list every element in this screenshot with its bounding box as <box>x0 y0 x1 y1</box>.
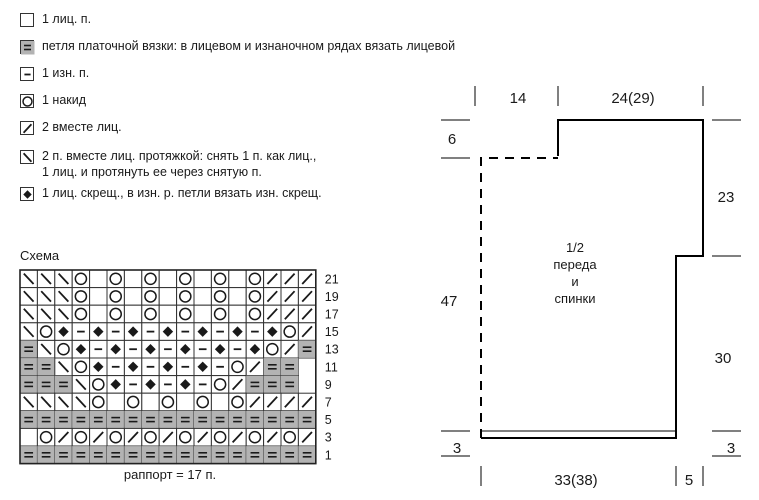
chart-cell <box>90 376 107 394</box>
chart-cell <box>264 323 281 341</box>
garter-stitch <box>229 446 246 463</box>
chart-cell <box>72 288 89 306</box>
chart-cell <box>211 446 228 464</box>
chart-cell <box>107 446 124 464</box>
chart-cell <box>20 288 37 306</box>
dim-top-left: 14 <box>509 90 527 107</box>
garter-stitch <box>264 446 281 463</box>
chart-cell <box>281 305 298 323</box>
chart-cell <box>177 270 194 288</box>
chart-cell <box>177 376 194 394</box>
chart-cell <box>124 428 141 446</box>
chart-cell <box>159 446 176 464</box>
chart-cell <box>20 323 37 341</box>
dim-hem-right: 3 <box>726 440 736 457</box>
legend-text: 1 лиц. скрещ., в изн. р. петли вязать изн. скрещ. <box>42 186 322 200</box>
chart-cell <box>20 305 37 323</box>
chart-cell <box>90 305 107 323</box>
chart-cell <box>246 288 263 306</box>
chart-cell <box>194 376 211 394</box>
chart-cell <box>264 376 281 394</box>
chart-cell <box>37 270 54 288</box>
center-label-line-4: спинки <box>554 291 596 306</box>
chart-cell <box>37 376 54 394</box>
garment-schematic <box>441 86 741 489</box>
garter-stitch <box>72 411 89 428</box>
chart-row <box>20 428 316 446</box>
garter-stitch <box>20 358 37 375</box>
knitting-chart <box>20 270 316 464</box>
chart-cell <box>20 393 37 411</box>
chart-cell <box>246 305 263 323</box>
chart-cell <box>124 358 141 376</box>
schematic-outline <box>481 120 703 438</box>
garter-stitch <box>72 446 89 463</box>
chart-cell <box>55 323 72 341</box>
chart-cell <box>159 323 176 341</box>
chart-cell <box>124 270 141 288</box>
chart-cell <box>20 411 37 429</box>
legend-text: петля платочной вязки: в лицевом и изнаночном рядах вязать лицевой <box>42 39 456 53</box>
chart-cell <box>55 446 72 464</box>
chart-cell <box>142 288 159 306</box>
chart-cell <box>90 411 107 429</box>
chart-cell <box>37 288 54 306</box>
chart-cell <box>264 270 281 288</box>
garter-stitch <box>37 376 54 393</box>
chart-cell <box>37 428 54 446</box>
legend-text-continued: 1 лиц. и протянуть ее через снятую п. <box>42 165 262 179</box>
row-number: 9 <box>324 377 332 392</box>
chart-cell <box>298 340 315 358</box>
legend-text: 1 изн. п. <box>42 66 90 80</box>
chart-cell <box>55 358 72 376</box>
dim-side-lower: 30 <box>714 350 732 367</box>
chart-cell <box>194 270 211 288</box>
chart-cell <box>298 411 315 429</box>
garter-stitch <box>37 446 54 463</box>
garter-stitch <box>281 411 298 428</box>
chart-cell <box>142 323 159 341</box>
garter-stitch <box>298 446 315 463</box>
chart-cell <box>264 446 281 464</box>
chart-cell <box>107 288 124 306</box>
garter-stitch <box>124 411 141 428</box>
garter-stitch <box>37 358 54 375</box>
legend-text: 2 вместе лиц. <box>42 120 122 134</box>
chart-cell <box>142 446 159 464</box>
chart-cell <box>229 376 246 394</box>
chart-cell <box>20 270 37 288</box>
chart-cell <box>142 393 159 411</box>
chart-cell <box>229 340 246 358</box>
chart-row <box>20 358 298 376</box>
garter-stitch <box>211 446 228 463</box>
chart-cell <box>107 358 124 376</box>
chart-cell <box>229 428 246 446</box>
chart-cell <box>177 393 194 411</box>
garter-stitch <box>55 376 72 393</box>
chart-cell <box>142 305 159 323</box>
garter-stitch <box>20 446 37 463</box>
chart-cell <box>55 305 72 323</box>
chart-cell <box>55 411 72 429</box>
chart-cell <box>281 411 298 429</box>
chart-cell <box>72 358 89 376</box>
chart-row <box>20 323 316 341</box>
chart-cell <box>20 446 37 464</box>
chart-cell <box>107 270 124 288</box>
chart-cell <box>211 376 228 394</box>
chart-cell <box>159 376 176 394</box>
row-numbers <box>325 272 339 462</box>
chart-cell <box>72 305 89 323</box>
center-label-line-3: и <box>571 274 579 289</box>
chart-cell <box>37 446 54 464</box>
chart-cell <box>37 340 54 358</box>
chart-cell <box>246 323 263 341</box>
chart-cell <box>177 358 194 376</box>
garter-stitch <box>194 411 211 428</box>
chart-cell <box>211 358 228 376</box>
garter-stitch <box>264 411 281 428</box>
chart-cell <box>159 270 176 288</box>
chart-cell <box>142 376 159 394</box>
chart-cell <box>72 428 89 446</box>
chart-row <box>20 446 316 464</box>
chart-cell <box>107 428 124 446</box>
row-number: 5 <box>324 413 332 428</box>
chart-row <box>20 288 316 306</box>
chart-cell <box>281 340 298 358</box>
chart-cell <box>264 393 281 411</box>
chart-cell <box>194 428 211 446</box>
chart-cell <box>281 270 298 288</box>
chart-cell <box>124 340 141 358</box>
garter-stitch <box>159 446 176 463</box>
chart-cell <box>177 340 194 358</box>
chart-cell <box>264 340 281 358</box>
chart-cell <box>37 323 54 341</box>
garter-stitch <box>142 446 159 463</box>
garter-stitch <box>159 411 176 428</box>
schematic-dashed-neck <box>481 158 558 438</box>
chart-cell <box>107 411 124 429</box>
chart-cell <box>229 446 246 464</box>
chart-cell <box>20 358 37 376</box>
chart-cell <box>264 358 281 376</box>
chart-cell <box>55 428 72 446</box>
chart-cell <box>264 411 281 429</box>
chart-cell <box>229 358 246 376</box>
chart-cell <box>20 340 37 358</box>
chart-cell <box>159 411 176 429</box>
chart-cell <box>281 323 298 341</box>
chart-cell <box>20 428 37 446</box>
chart-cell <box>281 393 298 411</box>
garter-stitch <box>55 446 72 463</box>
chart-cell <box>229 411 246 429</box>
chart-cell <box>194 358 211 376</box>
chart-cell <box>90 393 107 411</box>
chart-cell <box>55 288 72 306</box>
chart-cell <box>55 340 72 358</box>
garter-stitch <box>264 376 281 393</box>
dim-height-total: 47 <box>440 293 458 310</box>
chart-cell <box>211 340 228 358</box>
chart-cell <box>124 393 141 411</box>
chart-cell <box>211 323 228 341</box>
chart-cell <box>124 288 141 306</box>
chart-cell <box>281 428 298 446</box>
chart-cell <box>298 305 315 323</box>
garter-stitch <box>298 341 315 358</box>
chart-cell <box>159 428 176 446</box>
chart-cell <box>90 446 107 464</box>
chart-cell <box>211 305 228 323</box>
row-number: 3 <box>324 430 332 445</box>
dim-shoulder-drop: 6 <box>447 131 457 148</box>
chart-cell <box>298 323 315 341</box>
chart-cell <box>37 393 54 411</box>
garter-stitch <box>281 376 298 393</box>
garter-stitch <box>177 446 194 463</box>
legend-text: 1 накид <box>42 93 87 107</box>
chart-cell <box>298 428 315 446</box>
chart-cell <box>124 376 141 394</box>
chart-cell <box>90 428 107 446</box>
chart-cell <box>194 446 211 464</box>
chart-cell <box>177 305 194 323</box>
garter-stitch <box>194 446 211 463</box>
row-number: 19 <box>324 289 339 304</box>
chart-cell <box>211 270 228 288</box>
chart-cell <box>264 288 281 306</box>
garter-stitch <box>246 376 263 393</box>
chart-cell <box>298 288 315 306</box>
garter-stitch <box>229 411 246 428</box>
chart-row <box>20 305 316 323</box>
chart-cell <box>229 288 246 306</box>
chart-cell <box>55 376 72 394</box>
chart-row <box>20 411 316 429</box>
garter-stitch <box>281 358 298 375</box>
garter-stitch <box>90 411 107 428</box>
repeat-label: раппорт = 17 п. <box>123 467 217 482</box>
dim-bottom-side: 5 <box>684 472 694 489</box>
row-number: 7 <box>324 395 332 410</box>
chart-cell <box>211 393 228 411</box>
dim-top-right: 24(29) <box>611 90 655 107</box>
chart-title: Схема <box>20 248 60 263</box>
garter-stitch <box>37 411 54 428</box>
chart-cell <box>90 323 107 341</box>
chart-row <box>20 270 316 288</box>
chart-cell <box>90 340 107 358</box>
garter-stitch <box>90 446 107 463</box>
garter-stitch <box>264 358 281 375</box>
chart-cell <box>177 411 194 429</box>
chart-cell <box>281 358 298 376</box>
garter-stitch <box>177 411 194 428</box>
chart-cell <box>246 446 263 464</box>
chart-cell <box>37 305 54 323</box>
chart-cell <box>229 323 246 341</box>
garter-stitch <box>211 411 228 428</box>
chart-cell <box>90 288 107 306</box>
chart-cell <box>281 446 298 464</box>
chart-cell <box>281 376 298 394</box>
chart-cell <box>159 393 176 411</box>
chart-cell <box>124 323 141 341</box>
chart-cell <box>246 270 263 288</box>
garter-stitch <box>124 446 141 463</box>
chart-cell <box>298 446 315 464</box>
chart-cell <box>159 358 176 376</box>
row-number: 21 <box>324 272 339 287</box>
garter-stitch <box>246 446 263 463</box>
chart-cell <box>55 393 72 411</box>
chart-cell <box>194 411 211 429</box>
dim-side-upper: 23 <box>717 189 735 206</box>
legend-text: 1 лиц. п. <box>42 12 92 26</box>
dim-hem-left: 3 <box>452 440 462 457</box>
garter-stitch <box>246 411 263 428</box>
chart-cell <box>107 305 124 323</box>
garter-stitch <box>20 411 37 428</box>
garter-stitch <box>142 411 159 428</box>
chart-cell <box>264 305 281 323</box>
chart-cell <box>177 428 194 446</box>
legend-text: 2 п. вместе лиц. протяжкой: снять 1 п. как лиц., <box>42 149 317 163</box>
chart-cell <box>72 270 89 288</box>
chart-cell <box>90 270 107 288</box>
chart-cell <box>142 411 159 429</box>
chart-cell <box>246 376 263 394</box>
chart-cell <box>298 393 315 411</box>
chart-cell <box>229 270 246 288</box>
chart-cell <box>194 340 211 358</box>
chart-row <box>20 393 316 411</box>
chart-cell <box>194 288 211 306</box>
chart-cell <box>246 411 263 429</box>
chart-cell <box>37 411 54 429</box>
chart-cell <box>281 288 298 306</box>
row-number: 11 <box>324 360 338 375</box>
center-label-line-2: переда <box>553 257 597 272</box>
chart-cell <box>298 270 315 288</box>
chart-cell <box>194 305 211 323</box>
chart-cell <box>107 323 124 341</box>
garter-stitch <box>298 411 315 428</box>
chart-cell <box>211 428 228 446</box>
chart-cell <box>246 358 263 376</box>
chart-cell <box>177 446 194 464</box>
chart-cell <box>264 428 281 446</box>
chart-cell <box>90 358 107 376</box>
chart-cell <box>159 305 176 323</box>
chart-cell <box>20 376 37 394</box>
chart-row <box>20 376 298 394</box>
top-dimension-ticks <box>441 86 741 486</box>
chart-cell <box>107 393 124 411</box>
chart-cell <box>142 270 159 288</box>
chart-cell <box>124 411 141 429</box>
chart-cell <box>177 323 194 341</box>
chart-cell <box>37 358 54 376</box>
chart-cell <box>72 376 89 394</box>
dim-bottom-main: 33(38) <box>554 472 598 489</box>
chart-cell <box>142 428 159 446</box>
chart-cell <box>229 305 246 323</box>
garter-stitch <box>55 411 72 428</box>
chart-cell <box>177 288 194 306</box>
chart-cell <box>142 358 159 376</box>
chart-cell <box>72 446 89 464</box>
chart-cell <box>159 340 176 358</box>
chart-cell <box>194 323 211 341</box>
row-number: 1 <box>324 448 332 463</box>
chart-cell <box>246 428 263 446</box>
chart-cell <box>107 340 124 358</box>
chart-cell <box>124 305 141 323</box>
row-number: 17 <box>324 307 339 322</box>
chart-cell <box>211 411 228 429</box>
chart-cell <box>159 288 176 306</box>
garter-stitch <box>20 341 37 358</box>
chart-cell <box>142 340 159 358</box>
chart-cell <box>55 270 72 288</box>
row-number: 15 <box>324 325 339 340</box>
garter-stitch <box>107 446 124 463</box>
garter-stitch <box>20 376 37 393</box>
chart-row <box>20 340 316 358</box>
chart-cell <box>194 393 211 411</box>
center-label-line-1: 1/2 <box>565 240 585 255</box>
chart-cell <box>107 376 124 394</box>
chart-cell <box>72 340 89 358</box>
garter-stitch <box>281 446 298 463</box>
chart-cell <box>211 288 228 306</box>
chart-cell <box>229 393 246 411</box>
row-number: 13 <box>324 342 339 357</box>
chart-cell <box>72 393 89 411</box>
garter-stitch <box>107 411 124 428</box>
chart-cell <box>246 393 263 411</box>
chart-cell <box>72 323 89 341</box>
chart-cell <box>72 411 89 429</box>
chart-cell <box>124 446 141 464</box>
chart-cell <box>246 340 263 358</box>
